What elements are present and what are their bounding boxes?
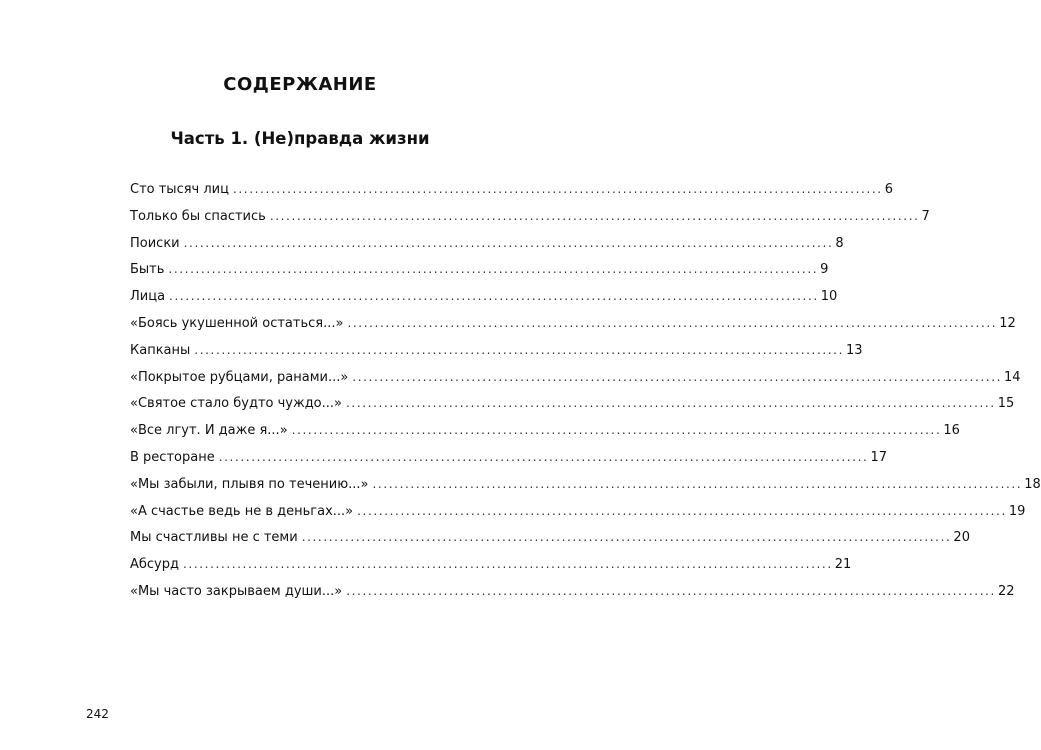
toc-leader-dots: ........................................................................................................................	[346, 396, 996, 411]
toc-entry	[130, 583, 1015, 611]
toc-entry-title: В ресторане	[130, 449, 215, 465]
toc-leader-dots: ........................................................................................................................	[269, 208, 920, 223]
toc-entry-page: 10	[820, 289, 838, 305]
toc-leader-dots: ........................................................................................................................	[291, 423, 942, 438]
toc-leader-dots: ........................................................................................................................	[194, 342, 845, 357]
toc-entry-page: 18	[1024, 476, 1041, 492]
toc-entry	[130, 476, 1041, 504]
toc-entry	[130, 342, 863, 370]
toc-leader-dots: ........................................................................................................................	[357, 503, 1007, 518]
toc-entry-title: «Святое стало будто чуждо...»	[130, 396, 342, 412]
toc-leader-dots: ........................................................................................................................	[169, 289, 819, 304]
toc-entry-page: 17	[870, 449, 887, 465]
toc-entry-page: 20	[953, 530, 970, 546]
toc-entry	[130, 315, 1016, 343]
toc-leader-dots: ........................................................................................................................	[372, 476, 1023, 491]
toc-entry	[130, 423, 960, 450]
toc-entry-page: 21	[834, 557, 852, 573]
toc-leader-dots: ........................................................................................................................	[346, 583, 996, 598]
toc-entry	[130, 208, 930, 236]
toc-entry-title: Только бы спастись	[130, 208, 266, 224]
toc-entry-title: Сто тысяч лиц	[130, 182, 229, 197]
toc-entry-page: 9	[820, 262, 829, 278]
toc-entry-page: 6	[884, 182, 893, 197]
toc-entry-page: 15	[997, 396, 1015, 412]
toc-entry	[130, 369, 1021, 397]
toc-entry	[130, 182, 893, 209]
toc-leader-dots: ........................................................................................................................	[352, 369, 1003, 384]
toc-entry-page: 12	[999, 315, 1016, 331]
toc-entry-title: Капканы	[130, 342, 191, 358]
toc-entry-title: Поиски	[130, 235, 180, 251]
toc-entry	[130, 289, 838, 316]
page-title: СОДЕРЖАНИЕ	[223, 74, 377, 95]
toc-entry-title: «Боясь укушенной остаться...»	[130, 315, 344, 331]
toc-entry-page: 7	[921, 208, 930, 224]
toc-entry-title: Мы счастливы не с теми	[130, 530, 298, 546]
toc-entry-title: Быть	[130, 262, 165, 278]
toc-entry	[130, 396, 1015, 423]
toc-entry-title: Абсурд	[130, 557, 179, 573]
toc-entry	[130, 557, 852, 584]
toc-entry-page: 16	[943, 423, 960, 439]
toc-leader-dots: ........................................................................................................................	[183, 557, 833, 572]
toc-entry-page: 8	[835, 235, 844, 251]
part-title: Часть 1. (Не)правда жизни	[170, 129, 430, 148]
toc-entry	[130, 262, 829, 289]
toc-entry	[130, 503, 1026, 531]
toc-entry-title: «Мы забыли, плывя по течению...»	[130, 476, 369, 492]
toc-entry-title: Лица	[130, 289, 166, 305]
toc-leader-dots: ........................................................................................................................	[301, 530, 952, 545]
toc-entry-page: 19	[1008, 503, 1026, 519]
table-of-contents	[130, 182, 1041, 611]
toc-entry-page: 13	[846, 342, 863, 358]
toc-leader-dots: ........................................................................................................................	[232, 182, 883, 196]
page-number: 242	[86, 707, 109, 721]
toc-entry	[130, 449, 887, 477]
toc-entry	[130, 235, 844, 263]
toc-entry-page: 14	[1004, 369, 1021, 385]
toc-leader-dots: ........................................................................................................................	[347, 315, 998, 330]
toc-entry	[130, 530, 970, 557]
toc-entry-title: «А счастье ведь не в деньгах...»	[130, 503, 354, 519]
toc-leader-dots: ........................................................................................................................	[218, 449, 869, 464]
toc-entry-title: «Все лгут. И даже я...»	[130, 423, 288, 439]
toc-leader-dots: ........................................................................................................................	[168, 262, 819, 277]
toc-leader-dots: ........................................................................................................................	[183, 235, 834, 250]
toc-entry-page: 22	[997, 583, 1015, 599]
toc-entry-title: «Покрытое рубцами, ранами...»	[130, 369, 349, 385]
toc-entry-title: «Мы часто закрываем души...»	[130, 583, 343, 599]
